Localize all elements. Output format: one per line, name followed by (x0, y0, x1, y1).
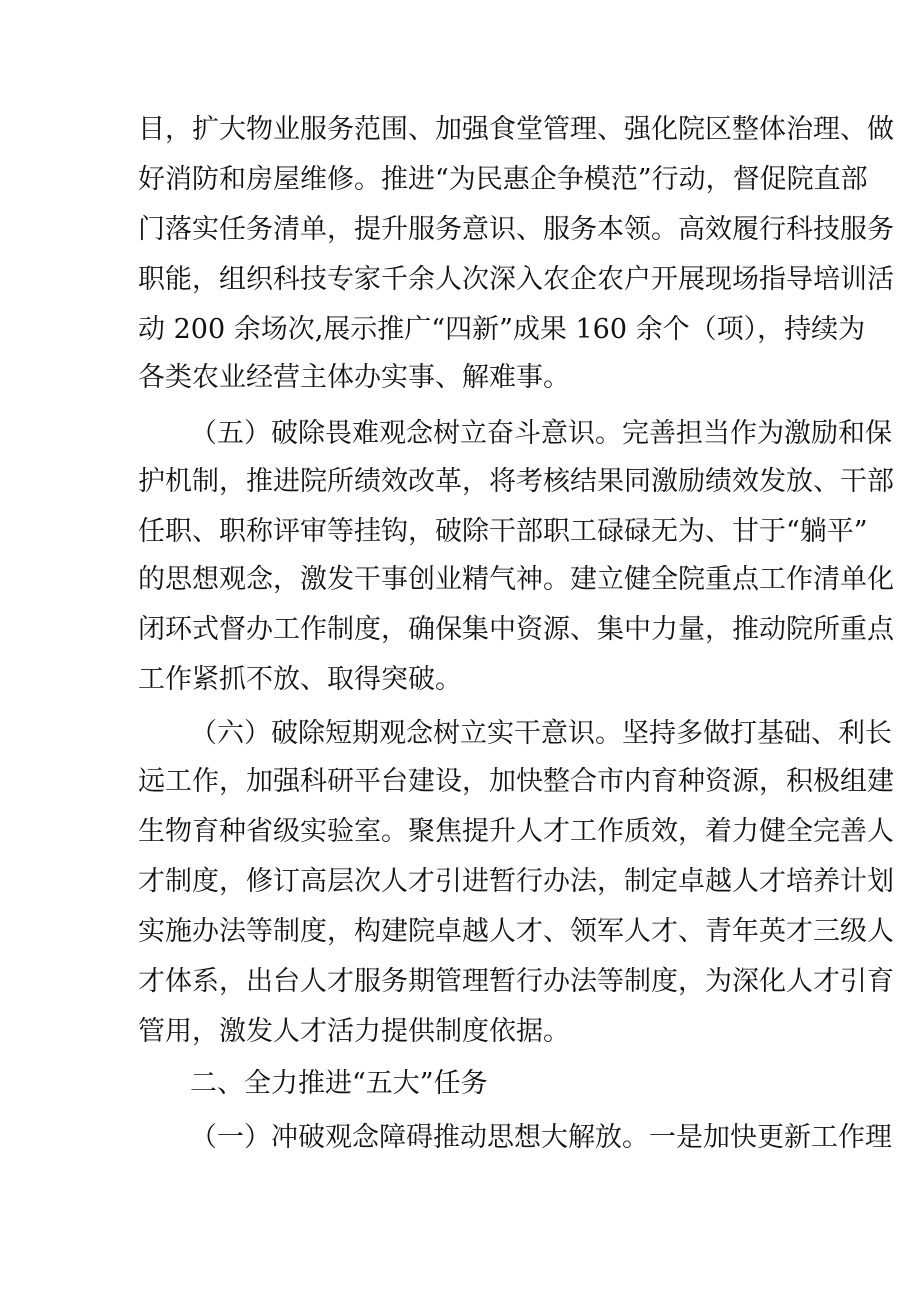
text-line: 任职、职称评审等挂钩，破除干部职工碌碌无为、甘于“躺平” (138, 516, 868, 547)
text-line: （五）破除畏难观念树立奋斗意识。完善担当作为激励和保 (190, 418, 892, 449)
text-line: 生物育种省级实验室。聚焦提升人才工作质效，着力健全完善人 (138, 816, 894, 847)
text-line: 实施办法等制度，构建院卓越人才、领军人才、青年英才三级人 (138, 916, 894, 947)
text-line: 动 200 余场次,展示推广“四新”成果 160 余个（项），持续为 (138, 314, 866, 345)
text-line: 闭环式督办工作制度，确保集中资源、集中力量，推动院所重点 (138, 614, 894, 645)
text-line: 门落实任务清单，提升服务意识、服务本领。高效履行科技服务 (138, 214, 894, 245)
text-line: 远工作，加强科研平台建设，加快整合市内育种资源，积极组建 (138, 766, 894, 797)
text-line: 护机制，推进院所绩效改革，将考核结果同激励绩效发放、干部 (138, 466, 894, 497)
text-line: 才制度，修订高层次人才引进暂行办法，制定卓越人才培养计划 (138, 866, 894, 897)
heading-text: 二、全力推进“五大”任务 (190, 1068, 488, 1099)
text-line: 才体系，出台人才服务期管理暂行办法等制度，为深化人才引育 (138, 966, 894, 997)
text-line: 目，扩大物业服务范围、加强食堂管理、强化院区整体治理、做 (138, 114, 894, 145)
text-line: （一）冲破观念障碍推动思想大解放。一是加快更新工作理 (190, 1122, 892, 1153)
text-line: 各类农业经营主体办实事、解难事。 (138, 362, 570, 393)
text-line: 管用，激发人才活力提供制度依据。 (138, 1016, 570, 1047)
text-line: 的思想观念，激发干事创业精气神。建立健全院重点工作清单化 (138, 564, 894, 595)
text-line: 工作紧抓不放、取得突破。 (138, 664, 462, 695)
text-line: 好消防和房屋维修。推进“为民惠企争模范”行动，督促院直部 (138, 164, 868, 195)
text-line: （六）破除短期观念树立实干意识。坚持多做打基础、利长 (190, 718, 892, 749)
text-line: 职能，组织科技专家千余人次深入农企农户开展现场指导培训活 (138, 264, 894, 295)
